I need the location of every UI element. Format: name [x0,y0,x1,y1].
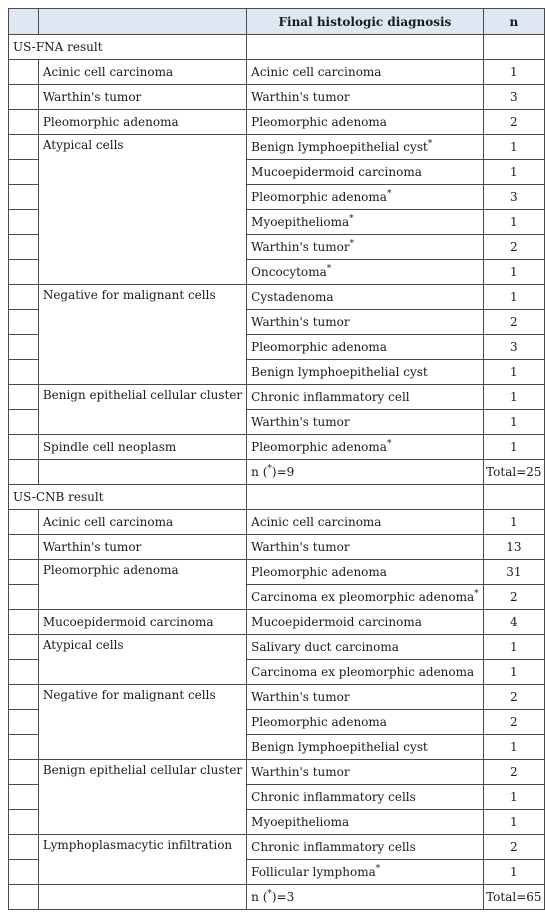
count-cell: 1 [483,860,544,885]
indent-cell [9,460,39,485]
result-label: Pleomorphic adenoma [38,110,246,135]
table-row [9,635,545,660]
count-cell: 2 [483,835,544,860]
final-diagnosis-cell [247,335,484,360]
section-footer-cnb [9,885,545,910]
diagnosis-text: Benign lymphoepithelial cyst [251,365,428,379]
table-header-row [9,9,545,35]
total-cell: Total=25 [483,460,544,485]
section-row-fna [9,35,545,60]
diagnosis-text: Benign lymphoepithelial cyst [251,140,428,154]
count-cell: 1 [483,635,544,660]
diagnosis-text: Pleomorphic adenoma [251,715,387,729]
indent-cell [9,185,39,210]
asterisk-marker: * [267,464,272,474]
indent-cell [9,785,39,810]
final-diagnosis-cell [247,660,484,685]
diagnosis-text: Benign lymphoepithelial cyst [251,740,428,754]
empty-cell [38,460,246,485]
final-diagnosis-cell [247,585,484,610]
indent-cell [9,385,39,410]
final-diagnosis-cell [247,535,484,560]
result-label: Benign epithelial cellular cluster [38,385,246,435]
table-row [9,85,545,110]
diagnosis-text: Warthin's tumor [251,540,350,554]
diagnosis-text: Cystadenoma [251,290,334,304]
count-cell: 4 [483,610,544,635]
final-diagnosis-cell [247,835,484,860]
diagnosis-text: Oncocytoma [251,265,327,279]
diagnosis-text: Chronic inflammatory cell [251,390,410,404]
indent-cell [9,235,39,260]
table-row [9,285,545,310]
section-title-cnb: US-CNB result [9,485,247,510]
count-cell: 2 [483,110,544,135]
count-cell: 1 [483,60,544,85]
indent-cell [9,835,39,860]
count-cell: 1 [483,385,544,410]
final-diagnosis-cell [247,510,484,535]
final-diagnosis-cell [247,385,484,410]
result-label: Warthin's tumor [38,85,246,110]
final-diagnosis-cell [247,310,484,335]
result-label: Benign epithelial cellular cluster [38,760,246,835]
empty-cell [483,485,544,510]
final-diagnosis-cell [247,610,484,635]
asterisk-count-value: )=3 [271,890,295,904]
diagnosis-text: Carcinoma ex pleomorphic adenoma [251,590,475,604]
asterisk-marker: * [349,214,354,224]
asterisk-marker: * [386,439,392,449]
diagnosis-text: Acinic cell carcinoma [251,65,382,79]
asterisk-count-value: )=9 [271,465,295,479]
diagnosis-text: Warthin's tumor [251,240,350,254]
result-label: Lymphoplasmacytic infiltration [38,835,246,885]
empty-cell [247,35,484,60]
diagnosis-text: Pleomorphic adenoma [251,340,387,354]
result-label: Atypical cells [38,635,246,685]
header-blank-cell-1 [9,9,39,35]
total-cell: Total=65 [483,885,544,910]
diagnosis-text: Chronic inflammatory cells [251,840,416,854]
result-label: Acinic cell carcinoma [38,60,246,85]
result-label: Negative for malignant cells [38,285,246,385]
diagnosis-text: Pleomorphic adenoma [251,190,387,204]
indent-cell [9,435,39,460]
asterisk-marker: * [474,589,479,599]
asterisk-marker: * [386,189,392,199]
count-cell: 2 [483,760,544,785]
diagnosis-text: Mucoepidermoid carcinoma [251,615,422,629]
count-cell: 13 [483,535,544,560]
diagnosis-text: Salivary duct carcinoma [251,640,399,654]
result-label: Pleomorphic adenoma [38,560,246,610]
diagnosis-text: Pleomorphic adenoma [251,565,387,579]
indent-cell [9,335,39,360]
count-cell: 1 [483,660,544,685]
final-diagnosis-cell [247,360,484,385]
section-title-fna: US-FNA result [9,35,247,60]
count-cell: 1 [483,410,544,435]
final-diagnosis-cell [247,785,484,810]
count-cell: 2 [483,710,544,735]
asterisk-marker: * [326,264,332,274]
table-row [9,435,545,460]
empty-cell [38,885,246,910]
table-row [9,760,545,785]
indent-cell [9,660,39,685]
final-diagnosis-cell [247,60,484,85]
count-cell: 3 [483,185,544,210]
asterisk-marker: * [349,239,355,249]
indent-cell [9,160,39,185]
diagnosis-text: Warthin's tumor [251,765,350,779]
count-cell: 1 [483,510,544,535]
diagnosis-text: Mucoepidermoid carcinoma [251,165,422,179]
final-diagnosis-cell [247,185,484,210]
final-diagnosis-cell [247,735,484,760]
table-row [9,110,545,135]
section-row-cnb [9,485,545,510]
final-diagnosis-cell [247,210,484,235]
asterisk-count-cell [247,460,484,485]
count-cell: 1 [483,785,544,810]
diagnosis-text: Follicular lymphoma [251,865,376,879]
indent-cell [9,635,39,660]
table-row [9,510,545,535]
final-diagnosis-cell [247,810,484,835]
final-diagnosis-cell [247,85,484,110]
table-row [9,60,545,85]
count-cell: 1 [483,260,544,285]
diagnosis-text: Acinic cell carcinoma [251,515,382,529]
indent-cell [9,685,39,710]
table-row [9,385,545,410]
count-cell: 1 [483,435,544,460]
count-cell: 2 [483,585,544,610]
table-row [9,610,545,635]
diagnosis-text: Pleomorphic adenoma [251,440,387,454]
indent-cell [9,110,39,135]
count-cell: 1 [483,810,544,835]
diagnosis-text: Myoepithelioma [251,815,350,829]
indent-cell [9,735,39,760]
final-diagnosis-cell [247,860,484,885]
final-diagnosis-cell [247,760,484,785]
count-cell: 1 [483,360,544,385]
table-row [9,685,545,710]
section-footer-fna [9,460,545,485]
indent-cell [9,60,39,85]
indent-cell [9,210,39,235]
indent-cell [9,885,39,910]
final-diagnosis-cell [247,285,484,310]
result-label: Warthin's tumor [38,535,246,560]
diagnosis-text: Warthin's tumor [251,90,350,104]
indent-cell [9,560,39,585]
indent-cell [9,585,39,610]
result-label: Spindle cell neoplasm [38,435,246,460]
indent-cell [9,535,39,560]
count-cell: 2 [483,235,544,260]
final-diagnosis-cell [247,160,484,185]
asterisk-count-prefix: n ( [251,890,268,904]
diagnosis-text: Carcinoma ex pleomorphic adenoma [251,665,475,679]
diagnosis-text: Pleomorphic adenoma [251,115,387,129]
asterisk-marker: * [267,889,272,899]
final-diagnosis-cell [247,685,484,710]
result-label: Atypical cells [38,135,246,285]
diagnosis-text: Warthin's tumor [251,315,350,329]
final-diagnosis-cell [247,435,484,460]
diagnosis-text: Warthin's tumor [251,690,350,704]
empty-cell [247,485,484,510]
final-diagnosis-cell [247,560,484,585]
result-label: Acinic cell carcinoma [38,510,246,535]
indent-cell [9,410,39,435]
count-cell: 3 [483,85,544,110]
count-cell: 2 [483,310,544,335]
table-row [9,535,545,560]
count-cell: 1 [483,735,544,760]
indent-cell [9,85,39,110]
count-cell: 1 [483,210,544,235]
indent-cell [9,810,39,835]
result-label: Mucoepidermoid carcinoma [38,610,246,635]
final-diagnosis-cell [247,235,484,260]
header-blank-cell-2 [38,9,246,35]
count-cell: 1 [483,285,544,310]
count-cell: 2 [483,685,544,710]
indent-cell [9,285,39,310]
diagnosis-text: Chronic inflammatory cells [251,790,416,804]
header-final-diagnosis: Final histologic diagnosis [247,9,484,35]
asterisk-count-cell [247,885,484,910]
table-body [9,35,545,910]
indent-cell [9,135,39,160]
table-row [9,560,545,585]
histology-table [8,8,545,910]
indent-cell [9,760,39,785]
asterisk-marker: * [375,864,381,874]
asterisk-count-prefix: n ( [251,465,268,479]
count-cell: 3 [483,335,544,360]
asterisk-marker: * [427,139,433,149]
indent-cell [9,360,39,385]
table-row [9,135,545,160]
header-n: n [483,9,544,35]
indent-cell [9,710,39,735]
indent-cell [9,310,39,335]
final-diagnosis-cell [247,260,484,285]
final-diagnosis-cell [247,410,484,435]
final-diagnosis-cell [247,135,484,160]
final-diagnosis-cell [247,710,484,735]
indent-cell [9,610,39,635]
indent-cell [9,260,39,285]
count-cell: 1 [483,135,544,160]
diagnosis-text: Warthin's tumor [251,415,350,429]
count-cell: 1 [483,160,544,185]
indent-cell [9,510,39,535]
table-row [9,835,545,860]
final-diagnosis-cell [247,635,484,660]
final-diagnosis-cell [247,110,484,135]
result-label: Negative for malignant cells [38,685,246,760]
indent-cell [9,860,39,885]
count-cell: 31 [483,560,544,585]
diagnosis-text: Myoepithelioma [251,215,350,229]
empty-cell [483,35,544,60]
